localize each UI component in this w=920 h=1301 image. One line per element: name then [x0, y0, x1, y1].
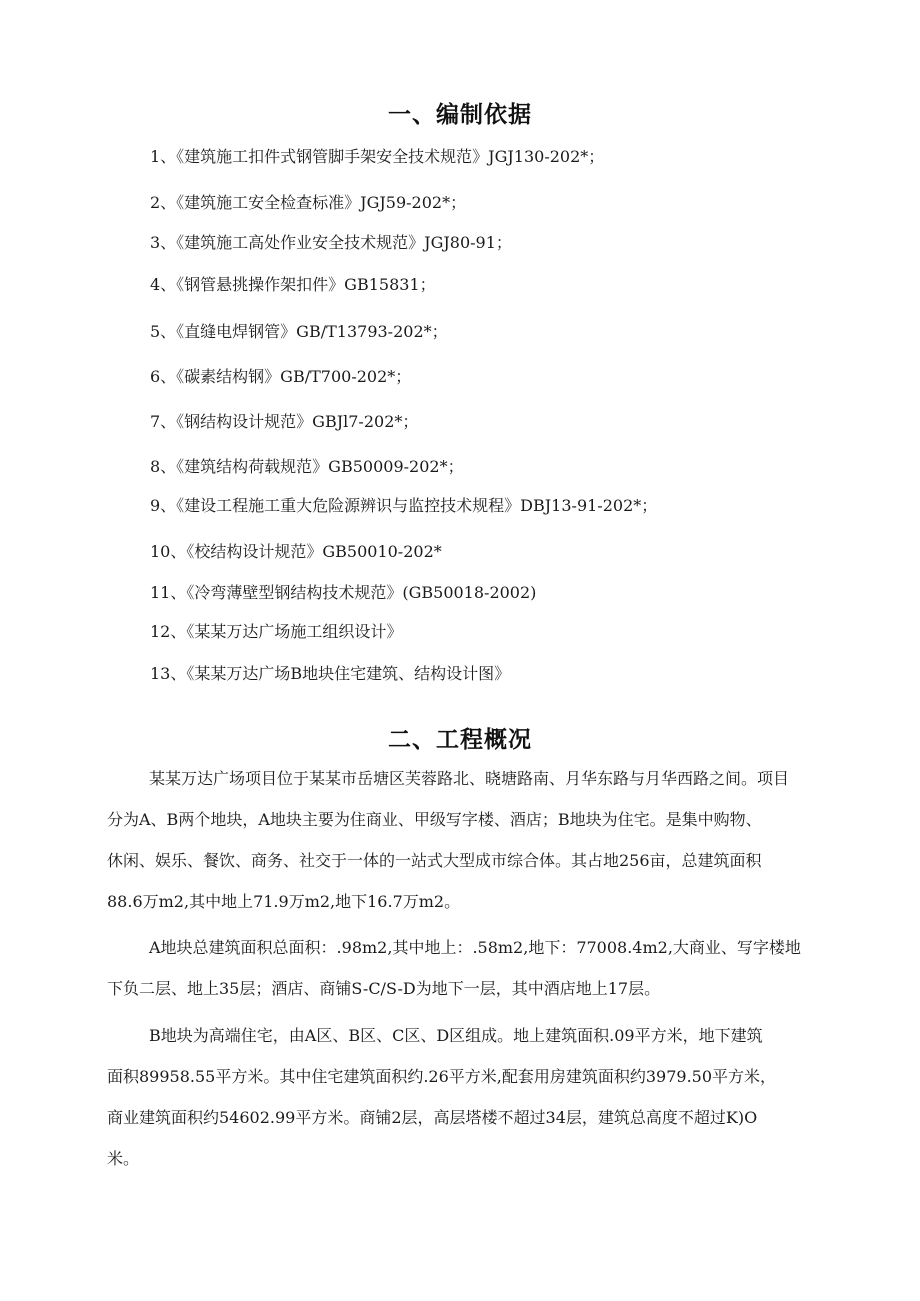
paragraph-line: 分为A、B两个地块，A地块主要为住商业、甲级写字楼、酒店；B地块为住宅。是集中购物、 — [107, 810, 762, 829]
overview-paragraph-3 — [107, 1015, 827, 1179]
paragraph-line: 米。 — [107, 1149, 140, 1168]
overview-paragraph-1 — [107, 758, 827, 922]
paragraph-line: 某某万达广场项目位于某某市岳塘区芙蓉路北、晓塘路南、月华东路与月华西路之间。项目 — [149, 769, 790, 788]
overview-paragraph-2 — [107, 927, 827, 1009]
section-heading-overview: 二、工程概况 — [388, 727, 532, 753]
reference-item-6: 6、《碳素结构钢》GB/T700-202*； — [150, 367, 412, 386]
reference-item-13: 13、《某某万达广场B地块住宅建筑、结构设计图》 — [150, 664, 511, 683]
reference-item-2: 2、《建筑施工安全检查标准》JGJ59-202*； — [150, 193, 467, 212]
reference-item-9: 9、《建设工程施工重大危险源辨识与监控技术规程》DBJ13-91-202*； — [150, 496, 658, 515]
paragraph-line: 88.6万m2,其中地上71.9万m2,地下16.7万m2。 — [107, 892, 461, 911]
reference-item-4: 4、《钢管悬挑操作架扣件》GB15831； — [150, 275, 436, 294]
paragraph-line: A地块总建筑面积总面积：.98m2,其中地上：.58m2,地下：77008.4m2,大商业、写字楼地 — [149, 938, 801, 957]
reference-item-3: 3、《建筑施工高处作业安全技术规范》JGJ80-91； — [150, 233, 512, 252]
paragraph-line: 休闲、娱乐、餐饮、商务、社交于一体的一站式大型成市综合体。其占地256亩，总建筑面积 — [107, 851, 762, 870]
reference-item-8: 8、《建筑结构荷载规范》GB50009-202*； — [150, 457, 464, 476]
paragraph-line: 商业建筑面积约54602.99平方米。商铺2层，高层塔楼不超过34层，建筑总高度不超过K)O — [107, 1108, 758, 1127]
paragraph-line: 面积89958.55平方米。其中住宅建筑面积约.26平方米,配套用房建筑面积约3979.50平方米， — [107, 1067, 777, 1086]
paragraph-line: B地块为高端住宅，由A区、B区、C区、D区组成。地上建筑面积.09平方米，地下建筑 — [149, 1026, 763, 1045]
reference-item-10: 10、《校结构设计规范》GB50010-202* — [150, 542, 442, 561]
reference-item-12: 12、《某某万达广场施工组织设计》 — [150, 622, 403, 641]
paragraph-line: 下负二层、地上35层；酒店、商铺S-C/S-D为地下一层，其中酒店地上17层。 — [107, 979, 661, 998]
reference-item-7: 7、《钢结构设计规范》GBJl7-202*； — [150, 412, 419, 431]
reference-item-1: 1、《建筑施工扣件式钢管脚手架安全技术规范》JGJ130-202*； — [150, 147, 605, 166]
section-heading-basis: 一、编制依据 — [388, 102, 532, 128]
reference-item-11: 11、《冷弯薄壁型钢结构技术规范》(GB50018-2002) — [150, 583, 537, 602]
reference-item-5: 5、《直缝电焊钢管》GB/T13793-202*； — [150, 322, 448, 341]
